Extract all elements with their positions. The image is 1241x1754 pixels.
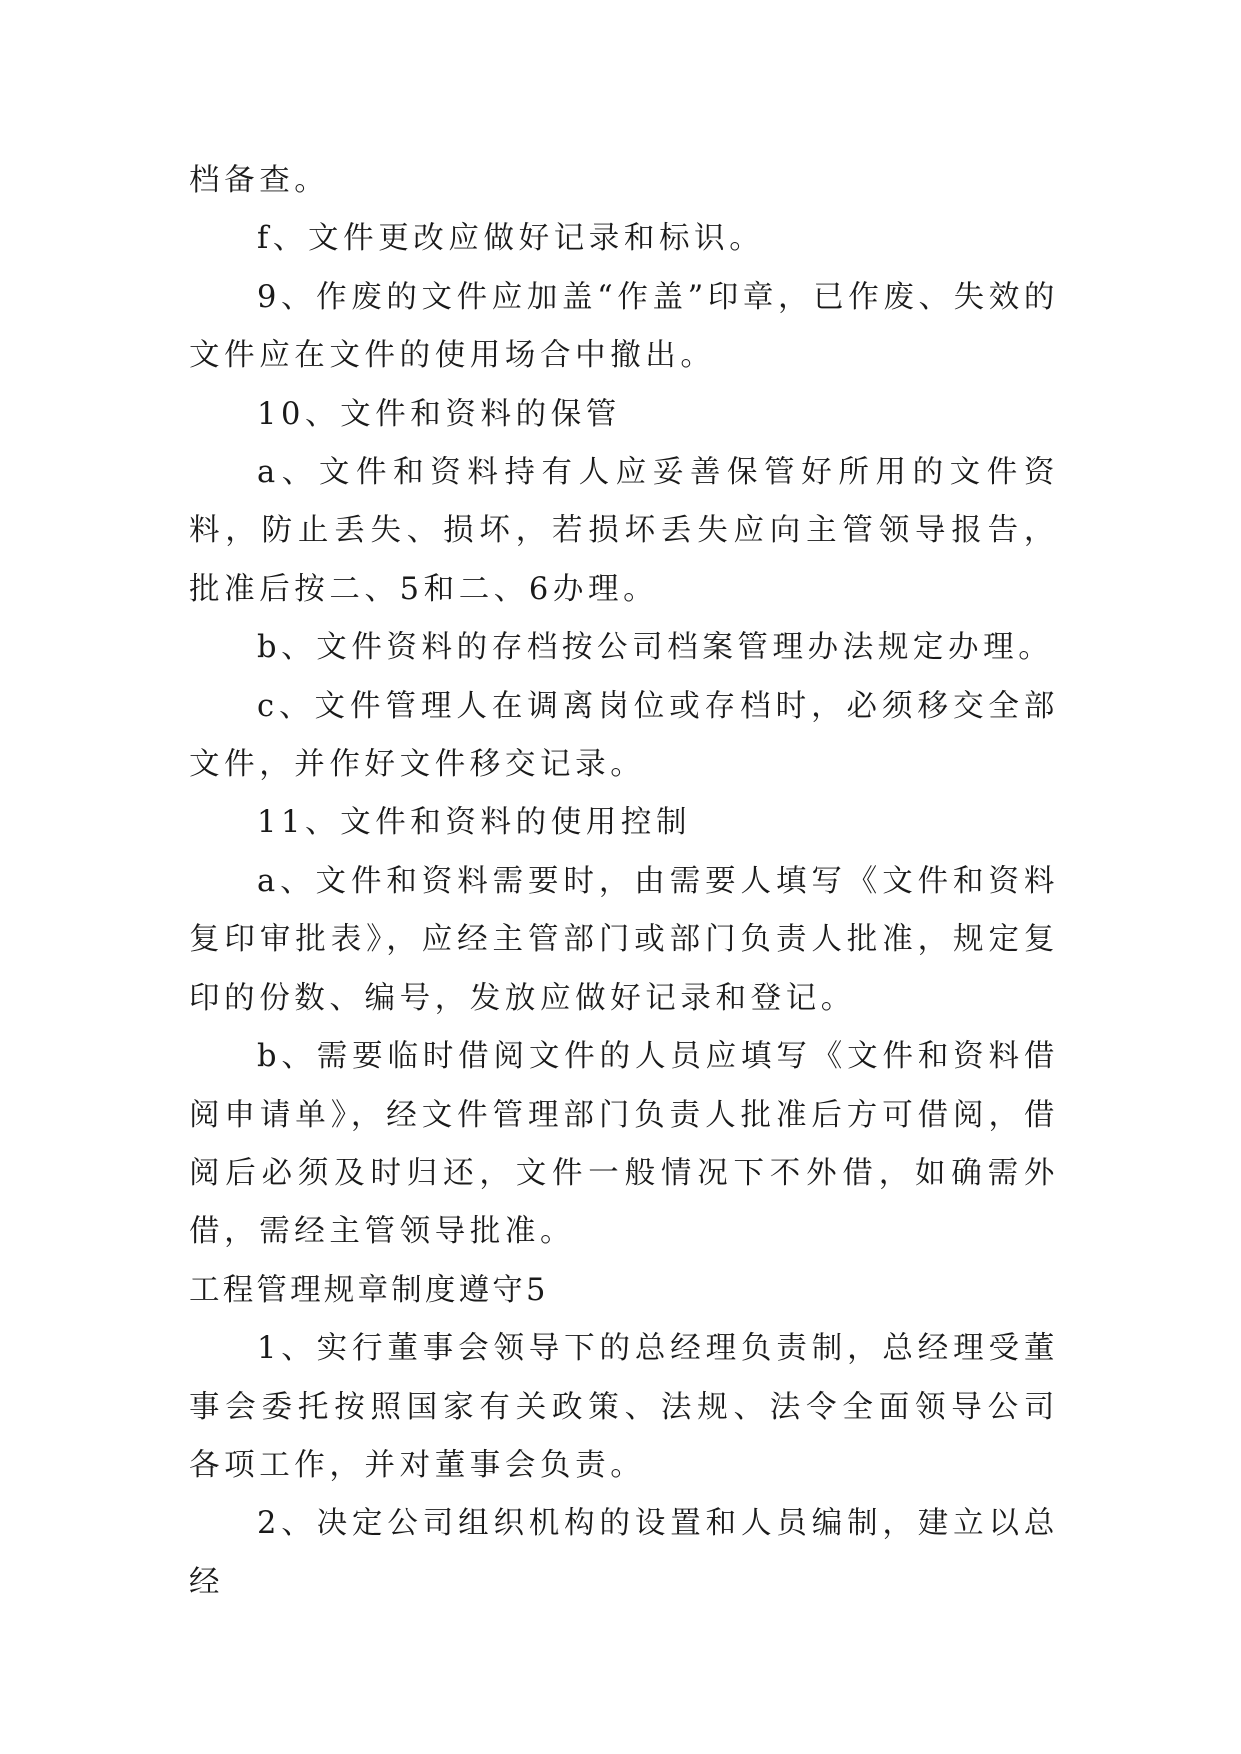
paragraph-item-f: f、文件更改应做好记录和标识。 [257,221,765,257]
section-heading: 工程管理规章制度遵守5 [189,1272,549,1308]
paragraph-item-9: 9、作废的文件应加盖“作盖”印章，已作废、失效的文件应在文件的使用场合中撤出。 [189,279,1059,374]
paragraph-continuation: 档备查。 [189,163,330,198]
paragraph-item-10b: b、文件资料的存档按公司档案管理办法规定办理。 [257,630,1054,666]
paragraph-item-10a: a、文件和资料持有人应妥善保管好所用的文件资料，防止丢失、损坏，若损坏丢失应向主管领导报告，批准后按二、5和二、6办理。 [189,455,1059,607]
paragraph-item-11: 11、文件和资料的使用控制 [257,805,692,841]
paragraph-item-1: 1、实行董事会领导下的总经理负责制，总经理受董事会委托按照国家有关政策、法规、法令全面领导公司各项工作，并对董事会负责。 [189,1331,1059,1483]
paragraph-item-2: 2、决定公司组织机构的设置和人员编制，建立以总经 [189,1506,1059,1600]
paragraph-item-10: 10、文件和资料的保管 [257,396,621,432]
paragraph-item-11b: b、需要临时借阅文件的人员应填写《文件和资料借阅申请单》，经文件管理部门负责人批准后方可借阅，借阅后必须及时归还，文件一般情况下不外借，如确需外借，需经主管领导批准。 [189,1039,1059,1250]
paragraph-item-11a: a、文件和资料需要时，由需要人填写《文件和资料复印审批表》，应经主管部门或部门负责人批准，规定复印的份数、编号，发放应做好记录和登记。 [189,863,1059,1016]
document-body [189,152,1059,1612]
paragraph-item-10c: c、文件管理人在调离岗位或存档时，必须移交全部文件，并作好文件移交记录。 [189,688,1059,783]
